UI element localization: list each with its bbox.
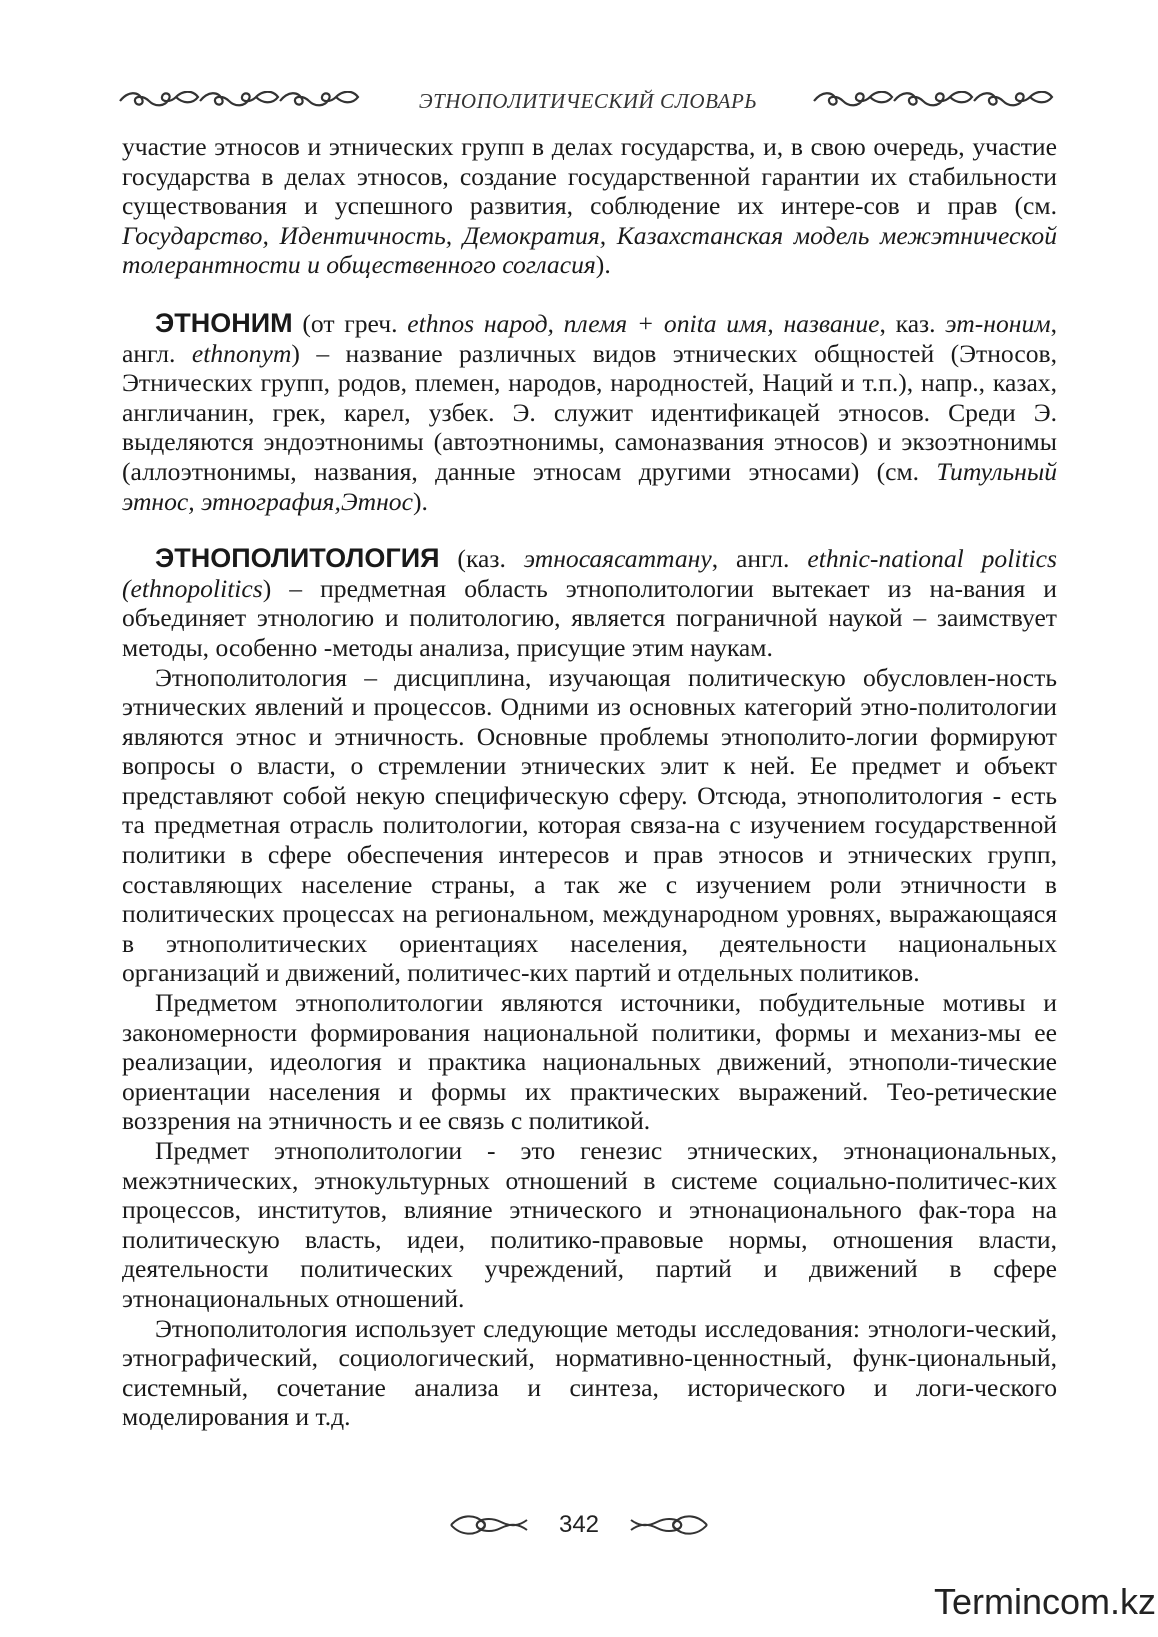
page-number: 342 xyxy=(558,1511,600,1538)
entry-term: ЭТНОНИМ xyxy=(155,307,293,338)
dictionary-body xyxy=(122,132,1057,1432)
scroll-ornament-right-icon xyxy=(812,91,1058,111)
body-paragraph: Этнополитология – дисциплина, изучающая политическую обусловлен-ность этнических явлений и процессов. Одними из основных категорий этно-политологии являются этнос и этничность. Основные проблемы этнополито-логии формируют вопросы о власти, о стремлении этнических элит к ней. Ее предмет и объект представляют собой некую специфическую сферу. Отсюда, этнополитология - есть та предметная отрасль политологии, которая связа-на с изучением государственной политики в сфере обеспечения интересов и прав этносов и этнических групп, составляющих население страны, а так же с изучением роли этничности в политических процессах на региональном, международном уровнях, выражающаяся в этнополитических ориентациях населения, деятельности национальных организаций и движений, политичес-ких партий и отдельных политиков. xyxy=(122,662,1057,988)
scroll-ornament-left-icon xyxy=(118,91,364,111)
entry-etnonim: ЭТНОНИМ (от греч. ethnos народ, племя + onita имя, название, каз. эт-ноним, англ. ethnonym) – название различных видов этнических общностей (Этносов, Этнических групп, родов, племен, народов, народностей, Наций и т.п.), напр., казах, англичанин, грек, карел, узбек. Э. служит идентификацей этносов. Среди Э. выделяются эндоэтнонимы (автоэтнонимы, самоназвания этносов) и экзоэтнонимы (аллоэтнонимы, названия, данные этносам другими этносами) (см. Титульный этнос, этнография,Этнос). xyxy=(122,307,1058,516)
flourish-ornament-left-icon xyxy=(449,1514,529,1536)
running-header xyxy=(118,86,1058,116)
body-paragraph: Предмет этнополитологии - это генезис этнических, этнонациональных, межэтнических, этнокультурных отношений в системе социально-политичес-ких процессов, институтов, влияние этнического и этнонационального фак-тора на политическую власть, идеи, политико-правовые нормы, отношения власти, деятельности политических учреждений, партий и движений в сфере этнонациональных отношений. xyxy=(122,1136,1057,1313)
entry-gap xyxy=(122,280,1057,309)
flourish-ornament-right-icon xyxy=(629,1514,709,1536)
continuation-paragraph: участие этносов и этнических групп в делах государства, и, в свою очередь, участие государства в делах этносов, создание государственной гарантии их стабильности существования и успешного развития, соблюдение их интере-сов и прав (см. Государство, Идентичность, Демократия, Казахстанская модель межэтнической толерантности и общественного согласия). xyxy=(122,132,1057,280)
body-paragraph: Этнополитология использует следующие методы исследования: этнологи-ческий, этнографический, социологический, нормативно-ценностный, функ-циональный, системный, сочетание анализа и синтеза, исторического и логи-ческого моделирования и т.д. xyxy=(122,1313,1057,1432)
entry-etnopolitologiya: ЭТНОПОЛИТОЛОГИЯ (каз. этносаясаттану, англ. ethnic-national politics (ethnopolitics) – предметная область этнополитологии вытекает из на-вания и объединяет этнологию и политологию, является пограничной наукой – заимствует методы, особенно -методы анализа, присущие этим наукам. xyxy=(122,543,1057,662)
cross-references: Титульный этнос, этнография,Этнос xyxy=(122,456,1057,516)
entry-term: ЭТНОПОЛИТОЛОГИЯ xyxy=(155,543,440,574)
cross-references: Государство, Идентичность, Демократия, Казахстанская модель межэтнической толерантности и общественного согласия xyxy=(122,220,1057,280)
page-footer xyxy=(0,1508,1158,1542)
entry-gap xyxy=(122,516,1057,544)
header-title: ЭТНОПОЛИТИЧЕСКИЙ СЛОВАРЬ xyxy=(418,88,758,113)
body-paragraph: Предметом этнополитологии являются источники, побудительные мотивы и закономерности формирования национальной политики, формы и механиз-мы ее реализации, идеология и практика национальных движений, этнополи-тические ориентации населения и формы их практических выражений. Тео-ретические воззрения на этничность и ее связь с политикой. xyxy=(122,988,1057,1136)
watermark-text: Termincom.kz xyxy=(934,1581,1157,1622)
watermark xyxy=(934,1580,1157,1624)
